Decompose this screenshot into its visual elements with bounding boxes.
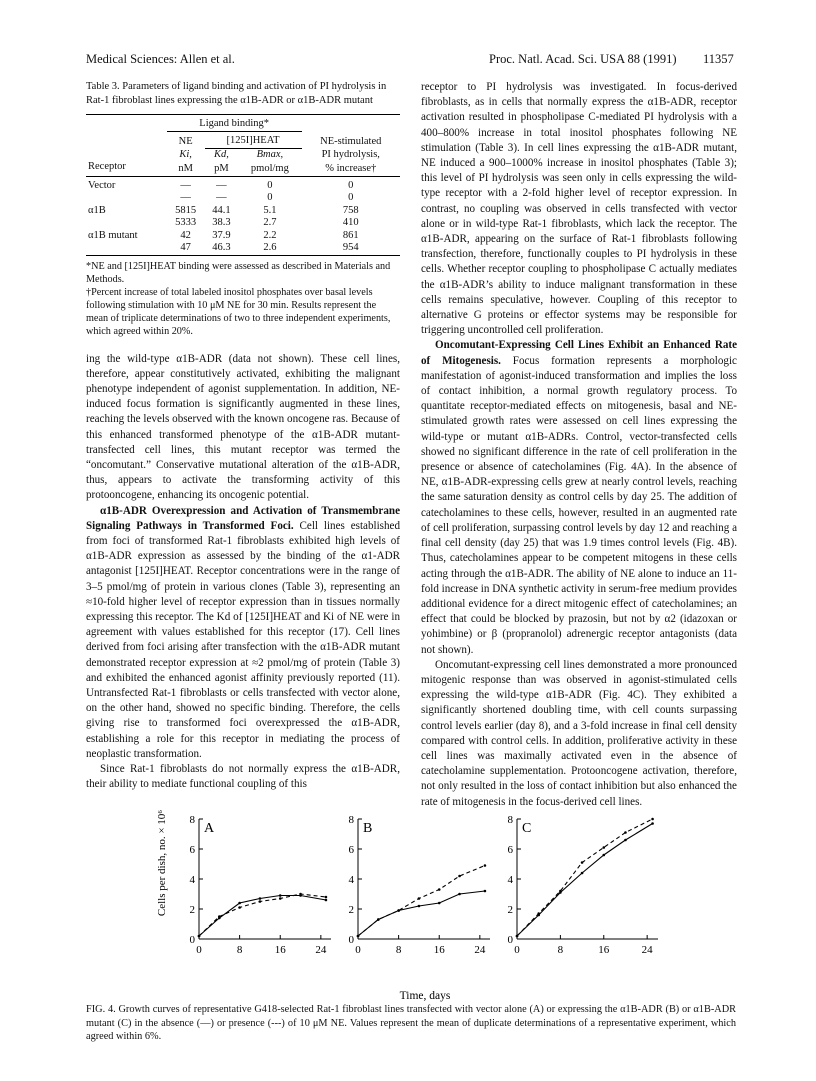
table3-col-pi-line2: PI hydrolysis, bbox=[321, 148, 380, 160]
table3-col-kd: Kd, bbox=[213, 148, 229, 160]
right-paragraph-2 bbox=[421, 338, 737, 657]
right-paragraph-1: receptor to PI hydrolysis was investigated. In focus-derived fibroblasts, as in cells that normally express the α1B-ADR, receptor activation resulted in phospholipase C-mediated PI hydrolysis with a 400–800% increase in total inositol phosphates following NE stimulation (Table 3). In cell lines expressing the α1B-ADR mutant, NE induced a 900–1000% increase in inositol phosphates (Table 3); this level of PI hydrolysis was seen only in cells expressing the wild-type receptor with a 2-fold higher level of receptor expression. In contrast, no coupling was observed in cells transfected with vector alone or in wild-type Rat-1 fibroblasts, which lack the receptor. The α1B-ADR, appearing on the surface of Rat-1 fibroblasts following transfection, therefore, functionally couples to PI hydrolysis in these cells. Whether receptor coupling to phospholipase C actually mediates the α1B-ADR’s ability to induce malignant transformation in these cells remains speculative, however. Coupling of this receptor to alternative G proteins or effector systems may be responsible for triggering uncontrolled cell proliferation. bbox=[421, 81, 737, 337]
figure-4-caption: FIG. 4. Growth curves of representative G418-selected Rat-1 fibroblast lines transfected with vector alone (A) or expressing the α1B-ADR (B) or α1B-ADR mutant (C) in the absence (—) or presence (---) of 10 μM NE. Values represent the mean of duplicate determinations of a representative experiment, which agreed within 6%. bbox=[86, 1004, 736, 1042]
page-number: 11357 bbox=[703, 52, 734, 66]
x-tick-label: 24 bbox=[474, 944, 486, 956]
y-tick-label: 8 bbox=[507, 814, 513, 826]
y-tick-label: 6 bbox=[507, 844, 513, 856]
data-point bbox=[198, 935, 201, 938]
table3-cell-pi: 758 bbox=[342, 204, 359, 216]
table3-footnote-2: †Percent increase of total labeled inositol phosphates over basal levels following stimulation with 10 μM NE for 30 min. Results represent the mean of triplicate determinations of two to three independent experiments, which agreed within 20%. bbox=[86, 286, 391, 337]
y-tick-label: 2 bbox=[189, 904, 195, 916]
figure-4-y-axis-label: Cells per dish, no. × 10⁶ bbox=[156, 809, 168, 917]
data-point bbox=[458, 875, 461, 878]
table3-col-kd-unit: pM bbox=[205, 161, 239, 176]
data-point bbox=[581, 872, 584, 875]
left-paragraph-2 bbox=[86, 504, 400, 762]
data-point bbox=[484, 890, 487, 893]
data-point bbox=[279, 894, 282, 897]
table3-footnote-1: *NE and [125I]HEAT binding were assessed as described in Materials and Methods. bbox=[86, 260, 391, 285]
table3-cell-ki: — bbox=[180, 179, 191, 191]
y-tick-label: 0 bbox=[348, 934, 354, 946]
left-paragraph-3: Since Rat-1 fibroblasts do not normally express the α1B-ADR, their ability to mediate functional coupling of this bbox=[86, 762, 400, 791]
table3-cell-pi: 0 bbox=[348, 179, 354, 191]
panel-label: A bbox=[204, 821, 215, 836]
left-column bbox=[86, 80, 400, 792]
figure-4 bbox=[0, 805, 816, 1005]
table-row bbox=[86, 205, 400, 218]
table3-cell-kd: 44.1 bbox=[212, 204, 231, 216]
y-tick-label: 2 bbox=[348, 904, 354, 916]
data-point bbox=[238, 906, 241, 909]
series-line-control bbox=[358, 891, 485, 936]
panel-label: C bbox=[522, 821, 532, 836]
series-line-ne bbox=[358, 866, 485, 937]
data-point bbox=[238, 902, 241, 905]
series-line-ne bbox=[517, 819, 653, 936]
data-point bbox=[559, 890, 562, 893]
table3-cell-kd: 46.3 bbox=[205, 242, 239, 255]
table-row bbox=[86, 192, 400, 205]
data-point bbox=[516, 935, 519, 938]
series-line-ne bbox=[199, 894, 326, 936]
data-point bbox=[357, 935, 360, 938]
table3-cell-bmax: 5.1 bbox=[263, 204, 277, 216]
y-tick-label: 0 bbox=[507, 934, 513, 946]
right-paragraph-2-body: Focus formation represents a morphologic manifestation of agonist-induced transformation and implies the loss of contact inhibition, a normal growth regulatory process. To quantitate receptor-mediated effects on mitogenesis, basal and NE-stimulated growth rates were assessed on cell lines expressing the wild-type or mutant α1B-ADRs. Control, vector-transfected cells showed no significant difference in the rate of cell proliferation in the presence or absence of catecholamines (Fig. 4A). In the absence of NE, α1B-ADR-expressing cells grew at nearly control levels, reaching the same saturation density as control cells by day 25. The addition of catecholamines to these cells, however, resulted in an augmented rate of cell proliferation, surpassing control levels by day 12 and reaching a final cell density (day 25) that was 1.9 times control levels (Fig. 4B). Thus, catecholamines appear to be competent mitogens in these cells acting through the α1B-ADR. The ability of NE alone to induce an 11-fold increase in DNA synthetic activity in serum-free medium provides additional evidence for a direct mitogenic effect of catecholamines; an effect that could be blocked by prazosin, but not by α2 (idazoxan or yohimbine) or β (propranolol) adrenergic receptor antagonists (data not shown). bbox=[421, 354, 737, 656]
table3-cell-bmax: 2.6 bbox=[238, 242, 301, 255]
x-tick-label: 8 bbox=[557, 944, 564, 956]
x-tick-label: 0 bbox=[355, 944, 361, 956]
data-point bbox=[438, 888, 441, 891]
data-point bbox=[325, 899, 328, 902]
table3-cell-bmax: 2.2 bbox=[263, 229, 277, 241]
table3-cell-ki: 5815 bbox=[175, 204, 197, 216]
running-header-left: Medical Sciences: Allen et al. bbox=[86, 52, 235, 66]
x-tick-label: 8 bbox=[236, 944, 243, 956]
table3-cell-ki: 5333 bbox=[175, 217, 197, 228]
running-header-journal: Proc. Natl. Acad. Sci. USA 88 (1991) bbox=[489, 52, 677, 66]
table3-cell-kd: 38.3 bbox=[212, 217, 231, 228]
data-point bbox=[259, 900, 262, 903]
table3 bbox=[86, 114, 400, 256]
table3-cell-receptor bbox=[86, 192, 167, 205]
data-point bbox=[624, 831, 627, 834]
table-row bbox=[86, 242, 400, 255]
data-point bbox=[651, 822, 654, 825]
left-paragraph-1: ing the wild-type α1B-ADR (data not shown). These cell lines, therefore, appear constitutively activated, exhibiting the malignant phenotype independent of agonist supplementation. In addition, NE-induced focus formation is significantly augmented in these lines, reaching the levels observed with the known oncogene ras. Because of this enhanced transformed phenotype of the α1B-ADR mutant-transfected cell lines, this mutant receptor was termed the “oncomutant.” Conservative mutational alteration of the α1B-ADR, thus, appears to activate the transforming activity of this protooncogene, enhancing its oncogenic potential. bbox=[86, 352, 400, 502]
table3-cell-ki: 47 bbox=[167, 242, 205, 255]
data-point bbox=[377, 918, 380, 921]
data-point bbox=[418, 897, 421, 900]
table3-cell-bmax: 0 bbox=[267, 179, 273, 191]
figure-4-x-axis-label: Time, days bbox=[399, 990, 451, 1002]
table3-cell-receptor: α1B mutant bbox=[88, 229, 138, 241]
y-tick-label: 4 bbox=[189, 874, 195, 886]
right-paragraph-3: Oncomutant-expressing cell lines demonstrated a more pronounced mitogenic response than was observed in agonist-stimulated cells expressing the wild-type α1B-ADR (Fig. 4C). They exhibited a significantly shortened doubling time, with cell counts surpassing control levels earlier (day 8), and a 3-fold increase in final cell density compared with control cells. In addition, proliferative activity in these cell lines was maximally activated even in the absence of catecholamine supplementation. Protooncogene activation, therefore, not only resulted in the loss of contact inhibition but also enhanced the rate of mitogenesis in the focus-derived cell lines. bbox=[421, 658, 737, 808]
data-point bbox=[651, 818, 654, 821]
data-point bbox=[484, 864, 487, 867]
x-tick-label: 0 bbox=[514, 944, 520, 956]
table3-col-pi-line1: NE-stimulated bbox=[320, 135, 382, 147]
table3-col-ne: NE bbox=[178, 135, 193, 147]
data-point bbox=[397, 909, 400, 912]
table3-cell-ki: — bbox=[180, 192, 191, 203]
series-line-control bbox=[517, 824, 653, 937]
table-row bbox=[86, 217, 400, 230]
table3-cell-receptor bbox=[86, 217, 167, 230]
table3-col-ki-unit: nM bbox=[167, 161, 205, 176]
table3-group-header: Ligand binding* bbox=[167, 115, 302, 132]
table3-cell-kd: — bbox=[216, 179, 227, 191]
left-paragraph-2-body: Cell lines established from foci of transformed Rat-1 fibroblasts exhibited high levels of α1B-ADR expression as assessed by the binding of the α1-ADR antagonist [125I]HEAT. Receptor concentrations were in the range of 3–5 pmol/mg of protein in various clones (Table 3), representing an ≈10-fold higher level of receptor expression than in tissues normally expressing this receptor. The Kd of [125I]HEAT and Ki of NE were in agreement with values established for this receptor (17). Cell lines derived from foci arising after transfection with the α1B-ADR mutant demonstrated receptor expression at ≈2 pmol/mg of protein (Table 3) and exhibited the enhanced agonist affinity previously reported (11). Untransfected Rat-1 fibroblasts or cells transfected with vector alone, on the other hand, showed no specific binding. Therefore, the cells giving rise to transformed foci overexpressed the α1B-ADR, establishing a role for this receptor in mediating the process of neoplastic transformation. bbox=[86, 519, 400, 760]
table-row bbox=[86, 176, 400, 192]
panel-label: B bbox=[363, 821, 373, 836]
table3-cell-bmax: 0 bbox=[267, 192, 273, 203]
table3-col-receptor: Receptor bbox=[86, 161, 167, 176]
table3-caption: Table 3. Parameters of ligand binding and activation of PI hydrolysis in Rat-1 fibroblast lines expressing the α1B-ADR or α1B-ADR mutant bbox=[86, 81, 387, 106]
data-point bbox=[299, 893, 302, 896]
data-point bbox=[325, 896, 328, 899]
data-point bbox=[438, 902, 441, 905]
section-heading: α1B-ADR Overexpression and Activation of Transmembrane Signaling Pathways in Transformed Foci. bbox=[86, 504, 400, 532]
y-tick-label: 4 bbox=[507, 874, 513, 886]
y-tick-label: 8 bbox=[348, 814, 354, 826]
data-point bbox=[602, 854, 605, 857]
x-tick-label: 24 bbox=[315, 944, 327, 956]
table3-heat-header: [125I]HEAT bbox=[205, 131, 302, 148]
data-point bbox=[602, 846, 605, 849]
table3-col-ki: Ki, bbox=[179, 148, 192, 160]
table3-cell-ki: 42 bbox=[180, 229, 191, 241]
series-line-control bbox=[199, 896, 326, 937]
right-column bbox=[421, 80, 737, 810]
x-tick-label: 24 bbox=[641, 944, 653, 956]
data-point bbox=[279, 897, 282, 900]
table-row bbox=[86, 230, 400, 243]
section-heading: Oncomutant-Expressing Cell Lines Exhibit an Enhanced Rate of Mitogenesis. bbox=[421, 339, 737, 367]
data-point bbox=[537, 912, 540, 915]
table3-col-bmax: Bmax, bbox=[256, 148, 284, 160]
table3-cell-receptor: Vector bbox=[88, 179, 116, 191]
table3-cell-kd: 37.9 bbox=[212, 229, 231, 241]
table3-cell-bmax: 2.7 bbox=[263, 217, 277, 228]
x-tick-label: 0 bbox=[196, 944, 202, 956]
table3-cell-pi: 0 bbox=[348, 192, 354, 203]
x-tick-label: 16 bbox=[274, 944, 286, 956]
table3-cell-receptor: α1B bbox=[88, 204, 106, 216]
table3-col-pi-line3: % increase† bbox=[302, 161, 400, 176]
table3-cell-pi: 954 bbox=[302, 242, 400, 255]
y-tick-label: 8 bbox=[189, 814, 195, 826]
x-tick-label: 16 bbox=[598, 944, 610, 956]
data-point bbox=[418, 905, 421, 908]
table3-col-bmax-unit: pmol/mg bbox=[238, 161, 301, 176]
data-point bbox=[624, 839, 627, 842]
x-tick-label: 16 bbox=[433, 944, 445, 956]
y-tick-label: 6 bbox=[348, 844, 354, 856]
y-tick-label: 0 bbox=[189, 934, 195, 946]
data-point bbox=[581, 861, 584, 864]
data-point bbox=[218, 915, 221, 918]
y-tick-label: 2 bbox=[507, 904, 513, 916]
table3-cell-pi: 410 bbox=[342, 217, 359, 228]
table3-cell-kd: — bbox=[216, 192, 227, 203]
x-tick-label: 8 bbox=[395, 944, 402, 956]
y-tick-label: 6 bbox=[189, 844, 195, 856]
table3-cell-receptor bbox=[86, 242, 167, 255]
table3-cell-pi: 861 bbox=[342, 229, 359, 241]
data-point bbox=[458, 893, 461, 896]
y-tick-label: 4 bbox=[348, 874, 354, 886]
data-point bbox=[259, 897, 262, 900]
